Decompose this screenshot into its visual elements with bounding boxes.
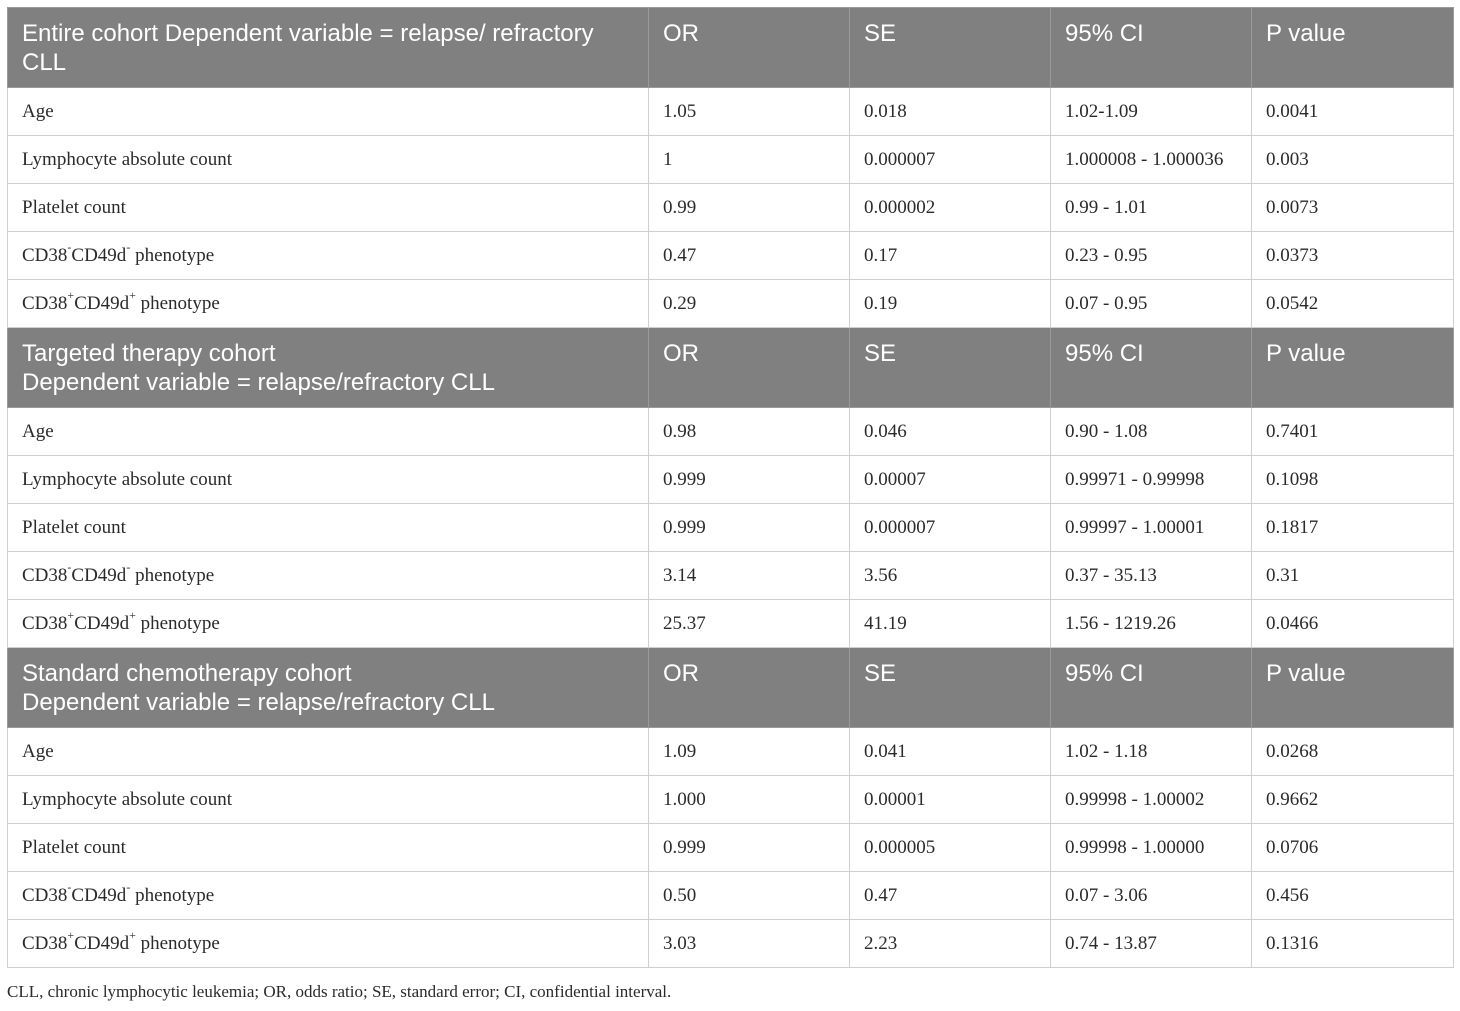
ci-cell: 0.99997 - 1.00001 (1051, 504, 1252, 552)
se-cell: 0.000002 (850, 184, 1051, 232)
se-cell: 41.19 (850, 600, 1051, 648)
p-value-cell: 0.0268 (1252, 728, 1454, 776)
or-cell: 0.98 (649, 408, 850, 456)
se-cell: 0.19 (850, 280, 1051, 328)
p-value-cell: 0.0466 (1252, 600, 1454, 648)
section-header (8, 8, 1454, 88)
or-cell: 1.05 (649, 88, 850, 136)
table-row (8, 504, 1454, 552)
variable-cell: Lymphocyte absolute count (8, 776, 649, 824)
p-value-cell: 0.0073 (1252, 184, 1454, 232)
p-value-cell: 0.0542 (1252, 280, 1454, 328)
ci-cell: 0.90 - 1.08 (1051, 408, 1252, 456)
or-cell: 0.29 (649, 280, 850, 328)
se-cell: 0.018 (850, 88, 1051, 136)
table-row (8, 136, 1454, 184)
se-cell: 3.56 (850, 552, 1051, 600)
p-value-cell: 0.9662 (1252, 776, 1454, 824)
section-title: Standard chemotherapy cohort Dependent variable = relapse/refractory CLL (8, 648, 649, 728)
section-title: Targeted therapy cohort Dependent variable = relapse/refractory CLL (8, 328, 649, 408)
table-row (8, 920, 1454, 968)
column-header-ci: 95% CI (1051, 328, 1252, 408)
se-cell: 0.47 (850, 872, 1051, 920)
table-row (8, 552, 1454, 600)
ci-cell: 0.74 - 13.87 (1051, 920, 1252, 968)
variable-cell: CD38+CD49d+ phenotype (8, 280, 649, 328)
se-cell: 0.17 (850, 232, 1051, 280)
se-cell: 0.041 (850, 728, 1051, 776)
variable-cell: Age (8, 88, 649, 136)
table-row (8, 88, 1454, 136)
se-cell: 0.00007 (850, 456, 1051, 504)
variable-cell: Lymphocyte absolute count (8, 456, 649, 504)
column-header-ci: 95% CI (1051, 648, 1252, 728)
table-row (8, 776, 1454, 824)
ci-cell: 0.37 - 35.13 (1051, 552, 1252, 600)
table-row (8, 824, 1454, 872)
ci-cell: 0.99 - 1.01 (1051, 184, 1252, 232)
p-value-cell: 0.1098 (1252, 456, 1454, 504)
or-cell: 25.37 (649, 600, 850, 648)
column-header-or: OR (649, 8, 850, 88)
se-cell: 0.046 (850, 408, 1051, 456)
or-cell: 0.999 (649, 456, 850, 504)
se-cell: 0.000007 (850, 136, 1051, 184)
ci-cell: 0.99998 - 1.00000 (1051, 824, 1252, 872)
or-cell: 0.99 (649, 184, 850, 232)
table-row (8, 232, 1454, 280)
table-row (8, 408, 1454, 456)
p-value-cell: 0.31 (1252, 552, 1454, 600)
p-value-cell: 0.0373 (1252, 232, 1454, 280)
se-cell: 0.000007 (850, 504, 1051, 552)
variable-cell: Platelet count (8, 824, 649, 872)
table-row (8, 872, 1454, 920)
table-row (8, 728, 1454, 776)
column-header-ci: 95% CI (1051, 8, 1252, 88)
variable-cell: CD38-CD49d- phenotype (8, 232, 649, 280)
p-value-cell: 0.1316 (1252, 920, 1454, 968)
column-header-or: OR (649, 648, 850, 728)
column-header-p-value: P value (1252, 8, 1454, 88)
column-header-se: SE (850, 648, 1051, 728)
p-value-cell: 0.7401 (1252, 408, 1454, 456)
ci-cell: 0.07 - 0.95 (1051, 280, 1252, 328)
or-cell: 0.999 (649, 504, 850, 552)
table-row (8, 184, 1454, 232)
p-value-cell: 0.0041 (1252, 88, 1454, 136)
p-value-cell: 0.003 (1252, 136, 1454, 184)
column-header-p-value: P value (1252, 648, 1454, 728)
or-cell: 3.14 (649, 552, 850, 600)
ci-cell: 0.07 - 3.06 (1051, 872, 1252, 920)
variable-cell: Platelet count (8, 184, 649, 232)
section-header (8, 328, 1454, 408)
table-row (8, 280, 1454, 328)
table-row (8, 456, 1454, 504)
ci-cell: 1.02-1.09 (1051, 88, 1252, 136)
ci-cell: 1.000008 - 1.000036 (1051, 136, 1252, 184)
or-cell: 1 (649, 136, 850, 184)
or-cell: 1.000 (649, 776, 850, 824)
or-cell: 0.47 (649, 232, 850, 280)
variable-cell: CD38-CD49d- phenotype (8, 552, 649, 600)
ci-cell: 0.23 - 0.95 (1051, 232, 1252, 280)
or-cell: 0.50 (649, 872, 850, 920)
or-cell: 1.09 (649, 728, 850, 776)
column-header-p-value: P value (1252, 328, 1454, 408)
ci-cell: 1.56 - 1219.26 (1051, 600, 1252, 648)
table-row (8, 600, 1454, 648)
variable-cell: CD38+CD49d+ phenotype (8, 600, 649, 648)
section-header (8, 648, 1454, 728)
variable-cell: Lymphocyte absolute count (8, 136, 649, 184)
column-header-se: SE (850, 328, 1051, 408)
variable-cell: Platelet count (8, 504, 649, 552)
variable-cell: CD38-CD49d- phenotype (8, 872, 649, 920)
or-cell: 3.03 (649, 920, 850, 968)
section-title: Entire cohort Dependent variable = relapse/ refractory CLL (8, 8, 649, 88)
p-value-cell: 0.0706 (1252, 824, 1454, 872)
ci-cell: 0.99998 - 1.00002 (1051, 776, 1252, 824)
p-value-cell: 0.1817 (1252, 504, 1454, 552)
ci-cell: 1.02 - 1.18 (1051, 728, 1252, 776)
column-header-se: SE (850, 8, 1051, 88)
or-cell: 0.999 (649, 824, 850, 872)
table-footnote: CLL, chronic lymphocytic leukemia; OR, odds ratio; SE, standard error; CI, confidential interval. (7, 982, 672, 1001)
se-cell: 0.00001 (850, 776, 1051, 824)
p-value-cell: 0.456 (1252, 872, 1454, 920)
regression-table (7, 7, 1454, 968)
ci-cell: 0.99971 - 0.99998 (1051, 456, 1252, 504)
se-cell: 0.000005 (850, 824, 1051, 872)
variable-cell: Age (8, 728, 649, 776)
variable-cell: Age (8, 408, 649, 456)
se-cell: 2.23 (850, 920, 1051, 968)
variable-cell: CD38+CD49d+ phenotype (8, 920, 649, 968)
column-header-or: OR (649, 328, 850, 408)
